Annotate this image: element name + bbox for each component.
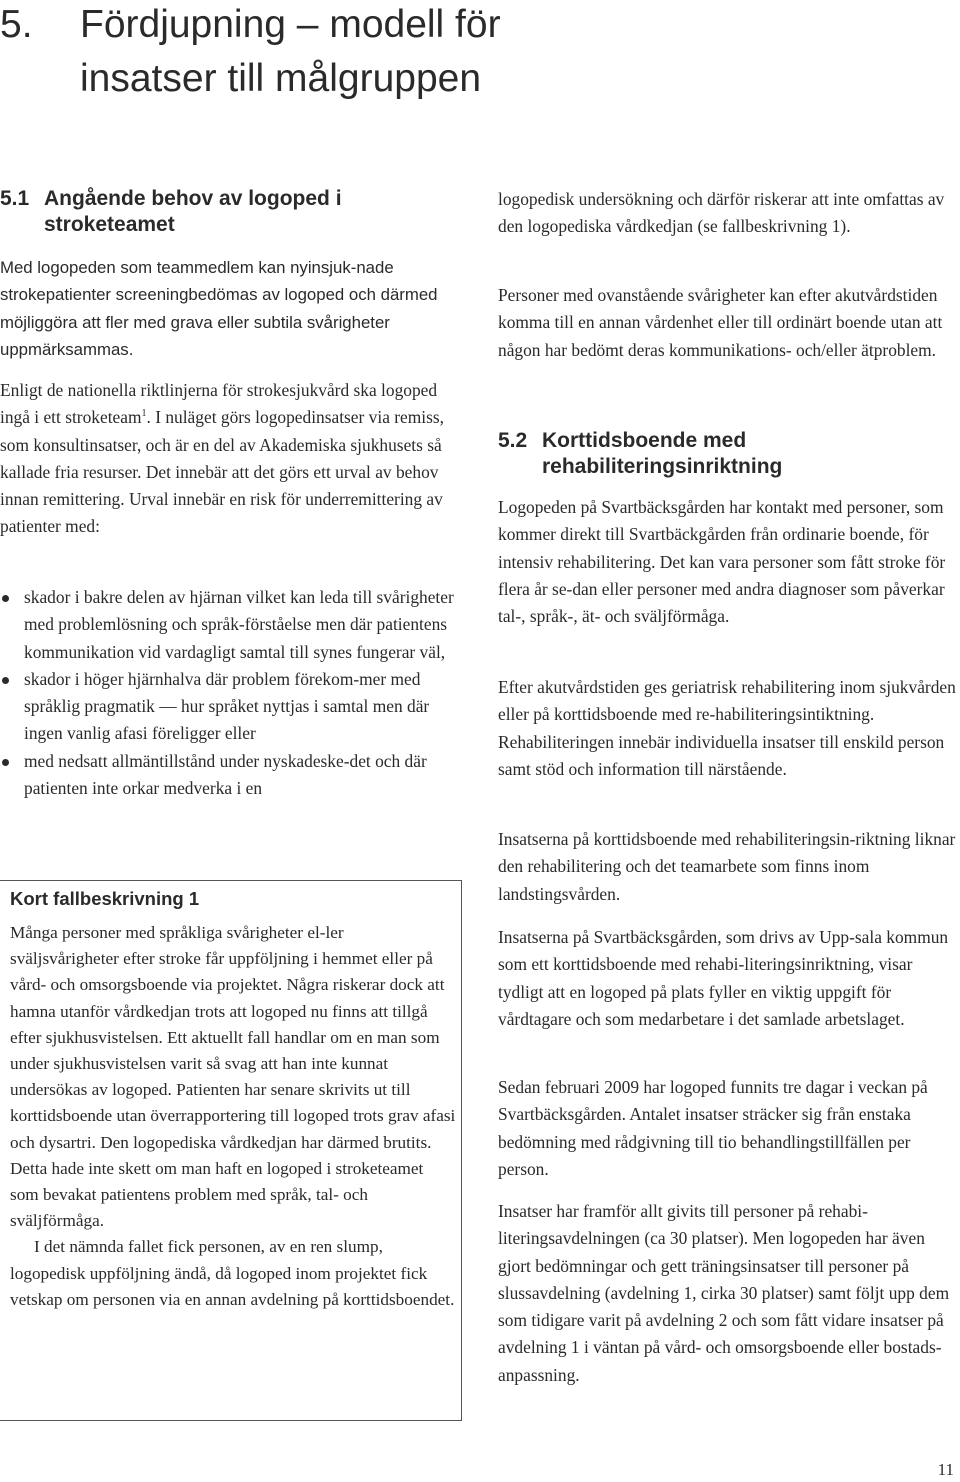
paragraph: Insatserna på korttidsboende med rehabiliteringsin-riktning liknar den rehabilitering och det teamarbete som finns inom landstingsvården. xyxy=(498,829,956,904)
paragraph: Logopeden på Svartbäcksgården har kontakt med personer, som kommer direkt till Svartbäckgården från ordinarie boende, för intensiv rehabilitering. Det kan vara personer som fått stroke för flera år se-dan eller personer med andra diagnoser som påverkar tal-, språk-, ät- och sväljförmåga. xyxy=(498,497,946,627)
section-number: 5.1 xyxy=(0,187,30,210)
paragraph: Insatserna på Svartbäcksgården, som drivs av Upp-sala kommun som ett korttidsboende med rehabi-literingsinriktning, visar tydligt att en logoped på plats fyller en viktig uppgift för vårdtagare och som medarbetare i det samlade arbetslaget. xyxy=(498,927,949,1029)
section-title-line2: stroketeamet xyxy=(44,213,175,236)
paragraph xyxy=(0,377,460,541)
section-heading-5-2 xyxy=(498,428,782,480)
section-title-line1: Korttidsboende med xyxy=(542,429,747,452)
list-item: skador i bakre delen av hjärnan vilket kan leda till svårigheter med problemlösning och språk-förståelse men där patientens kommunikation vid vardagligt samtal till synes fungerar väl, xyxy=(0,584,462,666)
paragraph: Efter akutvårdstiden ges geriatrisk rehabilitering inom sjukvården eller på korttidsboende med re-habiliteringsintiktning. Rehabiliteringen innebär individuella insatser till enskild person samt stöd och information till närstående. xyxy=(498,677,956,779)
bullet-list xyxy=(0,584,462,802)
list-item: med nedsatt allmäntillstånd under nyskadeske-det och där patienten inte orkar medverka i en xyxy=(0,748,462,803)
section-heading-5-1 xyxy=(0,186,342,238)
chapter-title-line1: Fördjupning – modell för xyxy=(80,3,501,46)
list-item: skador i höger hjärnhalva där problem förekom-mer med språklig pragmatik — hur språket nyttjas i samtal men där ingen vanlig afasi föreligger eller xyxy=(0,666,462,748)
chapter-title xyxy=(0,0,940,106)
intro-paragraph: Med logopeden som teammedlem kan nyinsjuk-nade strokepatienter screeningbedömas av logoped och därmed möjliggöra att fler med grava eller subtila svårigheter uppmärksammas. xyxy=(0,258,438,359)
paragraph: Personer med ovanstående svårigheter kan efter akutvårdstiden komma till en annan vårdenhet eller till ordinärt boende utan att någon har bedömt deras kommunikations- och/eller ätproblem. xyxy=(498,285,943,360)
section-title-line1: Angående behov av logoped i xyxy=(44,187,342,210)
chapter-title-line2: insatser till målgruppen xyxy=(80,57,482,100)
paragraph: Insatser har framför allt givits till personer på rehabi-literingsavdelningen (ca 30 platser). Men logopeden har även gjort bedömningar och gett träningsinsatser till personer på slussavdelning (avdelning 1, cirka 30 platser) samt följt upp dem som tidigare varit på avdelning 2 och som fått vidare insatser på avdelning 1 i väntan på vård- och omsorgsboende eller bostads-anpassning. xyxy=(498,1201,950,1385)
section-number: 5.2 xyxy=(498,429,528,452)
paragraph-continued: logopedisk undersökning och därför riskerar att inte omfattas av den logopediska vårdkedjan (se fallbeskrivning 1). xyxy=(498,189,945,237)
page-number: 11 xyxy=(937,1460,954,1479)
case-box-title: Kort fallbeskrivning 1 xyxy=(10,888,200,909)
section-title-line2: rehabiliteringsinriktning xyxy=(542,455,783,478)
paragraph-text: . I nuläget görs logopedinsatser via remiss, som konsultinsatser, och är en del av Akademiska sjukhusets så kallade fria resurser. Det innebär att det görs ett urval av behov innan remittering. Urval innebär en risk för underremittering av patienter med: xyxy=(0,407,445,537)
chapter-number: 5. xyxy=(0,3,33,46)
case-paragraph: Många personer med språkliga svårigheter el-ler sväljsvårigheter efter stroke får uppföljning i hemmet eller på vård- och omsorgsboende via projektet. Några riskerar dock att hamna utanför vårdkedjan trots att logoped nu finns att tillgå efter sjukhusvistelsen. Ett aktuellt fall handlar om en man som under sjukhusvistelsen varit så svag att han inte kunnat undersökas av logoped. Patienten har senare skrivits ut till korttidsboende utan överrapportering till logoped trots grav afasi och dysartri. Den logopediska vårdkedjan har därmed brutits. Detta hade inte skett om man haft en logoped i stroketeamet som bevakat patientens problem med språk, tal- och sväljförmåga. xyxy=(10,923,456,1231)
paragraph: Sedan februari 2009 har logoped funnits tre dagar i veckan på Svartbäcksgården. Antalet insatser sträcker sig från enstaka bedömning med rådgivning till tio behandlingstillfällen per person. xyxy=(498,1077,928,1179)
footnote-marker: 1 xyxy=(141,408,147,420)
case-paragraph: I det nämnda fallet fick personen, av en ren slump, logopedisk uppföljning ändå, då logoped inom projektet fick vetskap om personen via en annan avdelning på korttidsboendet. xyxy=(10,1237,455,1309)
case-box-body xyxy=(10,920,456,1313)
paragraph-text: Enligt de nationella riktlinjerna för strokesjukvård ska logoped ingå i ett stroketeam xyxy=(0,380,438,428)
